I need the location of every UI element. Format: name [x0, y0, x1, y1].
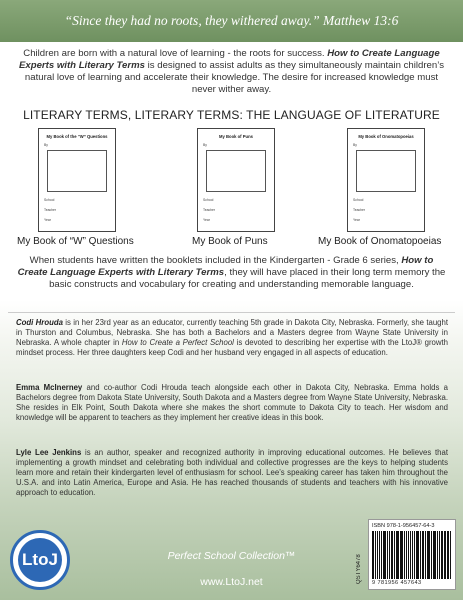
vertical-code: QSTY6478 — [356, 554, 362, 584]
barcode-bar — [387, 531, 388, 579]
barcode-bar — [420, 531, 421, 579]
barcode-bar — [396, 531, 397, 579]
booklet-puns — [197, 128, 275, 232]
series-paragraph — [14, 255, 449, 292]
barcode-bar — [410, 531, 412, 579]
isbn-barcode — [368, 519, 456, 590]
barcode-bar — [394, 531, 395, 579]
barcode-bar — [433, 531, 436, 579]
booklet-cover-title: My Book of Puns — [219, 134, 253, 139]
intro-paragraph — [14, 48, 449, 96]
bio-text-2: is devoted to describing her expertise with the LtoJ® growth mindset process. Her three daughters keep Codi and her husband very engaged in all aspects of education. — [16, 338, 449, 358]
barcode-bar — [397, 531, 399, 579]
booklet-onomatopoeias — [347, 128, 425, 232]
barcode-bar — [375, 531, 376, 579]
booklet-year-label: Year — [353, 218, 360, 222]
barcode-bar — [400, 531, 403, 579]
barcode-bar — [444, 531, 445, 579]
collection-name: Perfect School Collection™ — [167, 550, 296, 562]
bio-name: Codi Hrouda — [16, 318, 63, 327]
barcode-bar — [414, 531, 415, 579]
barcode-bar — [447, 531, 449, 579]
website-url: www.LtoJ.net — [200, 576, 263, 588]
barcode-bar — [441, 531, 443, 579]
section-heading: LITERARY TERMS, LITERARY TERMS: THE LANGUAGE OF LITERATURE — [23, 108, 440, 122]
bio-text: and co-author Codi Hrouda teach alongside each other in Dakota City, Nebraska. Emma holds a Bachelors degree from Dakota State University, South Dakota and a Masters degree from Wayne State University, Nebraska. She resides in Elk Point, South Dakota where she makes the short commute to Dakota City to teach. Her wisdom and knowledge will be apparent to teachers as they implement her creative ideas in this book. — [16, 383, 448, 423]
barcode-bar — [383, 531, 386, 579]
intro-text-2: is designed to assist adults as they simultaneously maintain children’s natural love of learning and accelerate their knowledge. The desire for increased knowledge must never wither away. — [24, 60, 444, 95]
booklet-caption-puns: My Book of Puns — [192, 236, 268, 247]
booklet-year-label: Year — [44, 218, 51, 222]
barcode-bar — [391, 531, 393, 579]
barcode-bar — [404, 531, 405, 579]
booklet-drawing-box — [47, 150, 107, 192]
barcode-bar — [431, 531, 432, 579]
intro-book-title: How to Create Language Experts with Literary Terms — [18, 48, 440, 71]
series-book-title: How to Create Language Experts with Literary Terms — [17, 255, 434, 279]
booklet-drawing-box — [206, 150, 266, 192]
series-text-2: , they will have placed in their long term memory the basic constructs and vocabulary for creating and understanding memorable language. — [49, 267, 446, 291]
bio-text: is an author, speaker and recognized authority in improving educational outcomes. He believes that implementing a growth mindset and celebrating both individual and collective progresses are the keys to helping students learn more and retain their kindergarten level of enthusiasm for school. Lee’s speaking career has taken him throughout the U.S.A. and into Latin America, Europe and Asia. He has reached thousands of students and teachers with his innovative approach to education. — [16, 448, 448, 498]
barcode-bars — [372, 531, 452, 579]
booklet-school-label: School — [353, 198, 364, 202]
booklet-by-label: By — [44, 143, 48, 147]
barcode-bar — [408, 531, 409, 579]
divider — [8, 312, 455, 313]
booklet-teacher-label: Teacher — [44, 208, 57, 212]
barcode-digits: 9 781956 457643 — [372, 580, 422, 586]
barcode-bar — [372, 531, 374, 579]
series-text-1: When students have written the booklets included in the Kindergarten - Grade 6 series, — [29, 255, 402, 266]
quote-banner — [0, 0, 463, 42]
barcode-bar — [389, 531, 390, 579]
barcode-bar — [412, 531, 413, 579]
barcode-bar — [450, 531, 451, 579]
booklet-caption-onomatopoeias: My Book of Onomatopoeias — [318, 236, 442, 247]
quote-text: “Since they had no roots, they withered away.” Matthew 13:6 — [64, 13, 399, 28]
barcode-bar — [406, 531, 407, 579]
barcode-bar — [437, 531, 438, 579]
logo-text: LtoJ — [18, 538, 62, 582]
barcode-bar — [427, 531, 428, 579]
barcode-bar — [416, 531, 419, 579]
bio-codi-hrouda — [16, 318, 448, 358]
booklet-by-label: By — [203, 143, 207, 147]
barcode-bar — [439, 531, 440, 579]
barcode-bar — [379, 531, 381, 579]
barcode-bar — [428, 531, 430, 579]
bio-text-1: is in her 23rd year as an educator, currently teaching 5th grade in Dakota City, Nebraska. Formerly, she taught in Thurston and Columbus, Nebraska. She has both a Bachelors and a Masters degree from Wayne State University in Nebraska. A whole chapter in — [16, 318, 449, 348]
bio-book-title: How to Create a Perfect School — [121, 338, 234, 348]
barcode-bar — [381, 531, 382, 579]
booklet-teacher-label: Teacher — [353, 208, 366, 212]
booklet-caption-w-questions: My Book of “W” Questions — [17, 236, 134, 247]
barcode-bar — [422, 531, 424, 579]
bio-name: Lyle Lee Jenkins — [16, 448, 82, 457]
booklet-teacher-label: Teacher — [203, 208, 216, 212]
booklet-school-label: School — [203, 198, 214, 202]
barcode-bar — [425, 531, 426, 579]
booklet-cover-title: My Book of the “W” Questions — [46, 134, 108, 139]
booklet-by-label: By — [353, 143, 357, 147]
isbn-number: ISBN 978-1-956457-64-3 — [372, 523, 435, 529]
booklet-school-label: School — [44, 198, 55, 202]
bio-name: Emma McInerney — [16, 383, 83, 392]
booklet-w-questions — [38, 128, 116, 232]
barcode-bar — [377, 531, 378, 579]
booklet-year-label: Year — [203, 218, 210, 222]
bio-emma-mcinerney — [16, 383, 448, 423]
barcode-bar — [445, 531, 446, 579]
bio-lyle-lee-jenkins — [16, 448, 448, 498]
booklet-cover-title: My Book of Onomatopoeias — [358, 134, 414, 139]
booklet-drawing-box — [356, 150, 416, 192]
intro-text-1: Children are born with a natural love of learning - the roots for success. — [23, 48, 328, 59]
